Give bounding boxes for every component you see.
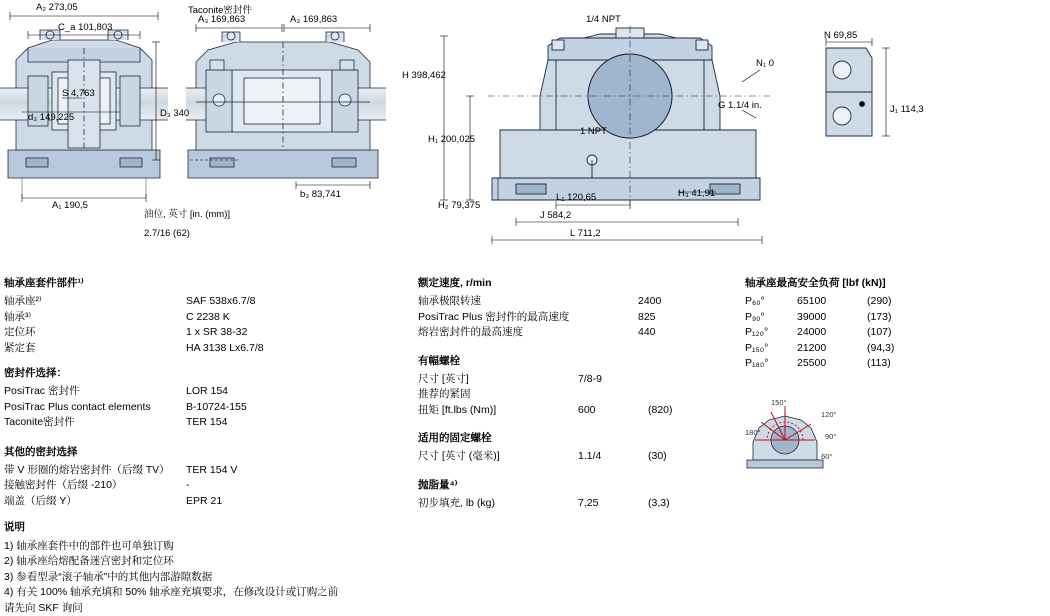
- load-label: P₁₂₀°: [745, 325, 797, 341]
- table-row: [745, 325, 1045, 341]
- table-row: [418, 325, 738, 341]
- parts-label: 轴承³⁾: [4, 310, 186, 326]
- fixbolts-v2: (30): [648, 449, 718, 465]
- seal-label: PosiTrac 密封件: [4, 384, 186, 400]
- angle-150-label: 150°: [771, 398, 787, 407]
- table-row: [418, 387, 738, 403]
- note-item: 3) 参看型录“滚子轴承”中的其他内部游隙数据: [4, 570, 338, 586]
- fixbolts-v1: 1.1/4: [578, 449, 648, 465]
- dim-A1: A₁ 190,5: [52, 200, 88, 211]
- note-item: 1) 轴承座套件中的部件也可单独订购: [4, 539, 338, 555]
- load-v1: 65100: [797, 294, 867, 310]
- parts-title: 轴承座套件部件¹⁾: [4, 275, 404, 290]
- grease-title: 抛脂量⁴⁾: [418, 477, 738, 492]
- load-v2: (113): [867, 356, 937, 372]
- load-v1: 39000: [797, 310, 867, 326]
- seal-value: TER 154: [186, 415, 296, 431]
- parts-label: 轴承座²⁾: [4, 294, 186, 310]
- load-v2: (290): [867, 294, 937, 310]
- bolts-v2: [648, 372, 718, 388]
- bolts-v2: (820): [648, 403, 718, 419]
- load-angle-svg: [745, 398, 935, 478]
- table-row: [418, 403, 738, 419]
- other-value: EPR 21: [186, 494, 296, 510]
- load-v2: (94,3): [867, 341, 937, 357]
- parts-label: 定位环: [4, 325, 186, 341]
- seal-options-title: 密封件选择：: [4, 365, 404, 380]
- bolts-v1: [578, 387, 648, 403]
- load-label: P₁₈₀°: [745, 356, 797, 372]
- dim-npt-quarter: 1/4 NPT: [586, 14, 621, 25]
- dim-Ca: C_a 101,803: [58, 22, 112, 33]
- speed-value: 825: [638, 310, 708, 326]
- dim-S: S 4,763: [62, 88, 95, 99]
- grease-v1: 7,25: [578, 496, 648, 512]
- parts-value: HA 3138 Lx6.7/8: [186, 341, 296, 357]
- speed-label: PosiTrac Plus 密封件的最高速度: [418, 310, 638, 326]
- dim-J1: J₁ 114,3: [890, 104, 924, 115]
- load-label: P₆₀°: [745, 294, 797, 310]
- seal-value: LOR 154: [186, 384, 296, 400]
- table-row: [745, 341, 1045, 357]
- notes-title: 说明: [4, 520, 338, 536]
- seal-value: B-10724-155: [186, 400, 296, 416]
- other-value: TER 154 V: [186, 463, 296, 479]
- table-row: [418, 294, 738, 310]
- dim-A2: A₂ 273,05: [36, 2, 78, 13]
- parts-value: SAF 538x6.7/8: [186, 294, 296, 310]
- mid-view-title: Taconite密封件: [188, 2, 252, 16]
- table-row: [418, 449, 738, 465]
- other-label: 端盖（后缀 Y）: [4, 494, 186, 510]
- speed-label: 轴承极限转速: [418, 294, 638, 310]
- dim-L: L 711,2: [570, 228, 601, 239]
- seal-label: Taconite密封件: [4, 415, 186, 431]
- angle-180-label: 180°: [745, 428, 761, 437]
- load-label: P₁₅₀°: [745, 341, 797, 357]
- angle-60-label: 60°: [821, 452, 832, 461]
- table-row: [418, 372, 738, 388]
- note-item: 请先向 SKF 询问: [4, 601, 338, 616]
- table-row: [745, 356, 1045, 372]
- note-item: 4) 有关 100% 轴承充填和 50% 轴承座充填要求，在修改设计或订购之前: [4, 585, 338, 601]
- other-label: 带 V 形圈的熔岩密封件（后缀 TV）: [4, 463, 186, 479]
- dim-J: J 584,2: [540, 210, 571, 221]
- dim-H3: H₃ 41,91: [678, 188, 715, 199]
- dim-npt-1: 1 NPT: [580, 126, 607, 137]
- load-title: 轴承座最高安全负荷 [lbf (kN)]: [745, 275, 1045, 290]
- drawing-svg: [0, 0, 1050, 260]
- other-label: 接触密封件（后缀 -210）: [4, 478, 186, 494]
- table-row: [4, 494, 404, 510]
- load-v2: (173): [867, 310, 937, 326]
- bolts-v1: 600: [578, 403, 648, 419]
- table-row: [4, 478, 404, 494]
- dim-H1: H₁ 200,025: [428, 134, 475, 145]
- oil-level-label: 油位, 英寸 [in. (mm)]: [144, 206, 230, 220]
- dim-A3-left: A₃ 169,863: [198, 14, 245, 25]
- other-seal-title: 其他的密封选择: [4, 444, 404, 459]
- dim-A3-right: A₃ 169,863: [290, 14, 337, 25]
- dim-L1: L₁ 120,65: [556, 192, 596, 203]
- table-row: [4, 325, 404, 341]
- dim-da: d₃ 149,225: [28, 112, 74, 123]
- table-row: [745, 310, 1045, 326]
- angle-120-label: 120°: [821, 410, 837, 419]
- load-table: [745, 275, 1045, 372]
- dim-N1: N₁ 0: [756, 58, 774, 69]
- load-v1: 21200: [797, 341, 867, 357]
- bolts-title: 有幅螺栓: [418, 353, 738, 368]
- parts-label: 紧定套: [4, 341, 186, 357]
- table-row: [4, 294, 404, 310]
- grease-v2: (3,3): [648, 496, 718, 512]
- note-item: 2) 轴承座给熔配备迷宫密封和定位环: [4, 554, 338, 570]
- notes-block: [4, 520, 338, 616]
- load-label: P₉₀°: [745, 310, 797, 326]
- load-angle-diagram: [745, 398, 935, 478]
- load-v1: 25500: [797, 356, 867, 372]
- parts-table: [4, 275, 404, 509]
- dim-H: H 398,462: [402, 70, 446, 81]
- parts-value: 1 x SR 38-32: [186, 325, 296, 341]
- table-row: [745, 294, 1045, 310]
- speed-table: [418, 275, 738, 511]
- technical-drawings: [0, 0, 1050, 260]
- parts-value: C 2238 K: [186, 310, 296, 326]
- dim-ba: b₃ 83,741: [300, 189, 341, 200]
- dim-Da: D₃ 340: [160, 108, 189, 119]
- table-row: [418, 496, 738, 512]
- load-v1: 24000: [797, 325, 867, 341]
- table-row: [4, 400, 404, 416]
- dim-G: G 1.1/4 in.: [718, 100, 762, 111]
- table-row: [418, 310, 738, 326]
- bolts-v2: [648, 387, 718, 403]
- speed-value: 440: [638, 325, 708, 341]
- other-value: -: [186, 478, 296, 494]
- table-row: [4, 310, 404, 326]
- fixbolts-label: 尺寸 [英寸 (毫米)]: [418, 449, 578, 465]
- angle-90-label: 90°: [825, 432, 836, 441]
- table-row: [4, 415, 404, 431]
- table-row: [4, 463, 404, 479]
- bolts-v1: 7/8-9: [578, 372, 648, 388]
- speed-label: 熔岩密封件的最高速度: [418, 325, 638, 341]
- dim-H2: H₂ 79,375: [438, 200, 480, 211]
- bolts-label: 尺寸 [英寸]: [418, 372, 578, 388]
- fixbolts-title: 适用的固定螺栓: [418, 430, 738, 445]
- bolts-label: 扭矩 [ft.lbs (Nm)]: [418, 403, 578, 419]
- speed-value: 2400: [638, 294, 708, 310]
- load-v2: (107): [867, 325, 937, 341]
- oil-level-value: 2.7/16 (62): [144, 228, 190, 239]
- speed-title: 额定速度, r/min: [418, 275, 738, 290]
- seal-label: PosiTrac Plus contact elements: [4, 400, 186, 416]
- grease-label: 初步填充, lb (kg): [418, 496, 578, 512]
- table-row: [4, 384, 404, 400]
- dim-N: N 69,85: [824, 30, 857, 41]
- table-row: [4, 341, 404, 357]
- bolts-label: 推荐的紧固: [418, 387, 578, 403]
